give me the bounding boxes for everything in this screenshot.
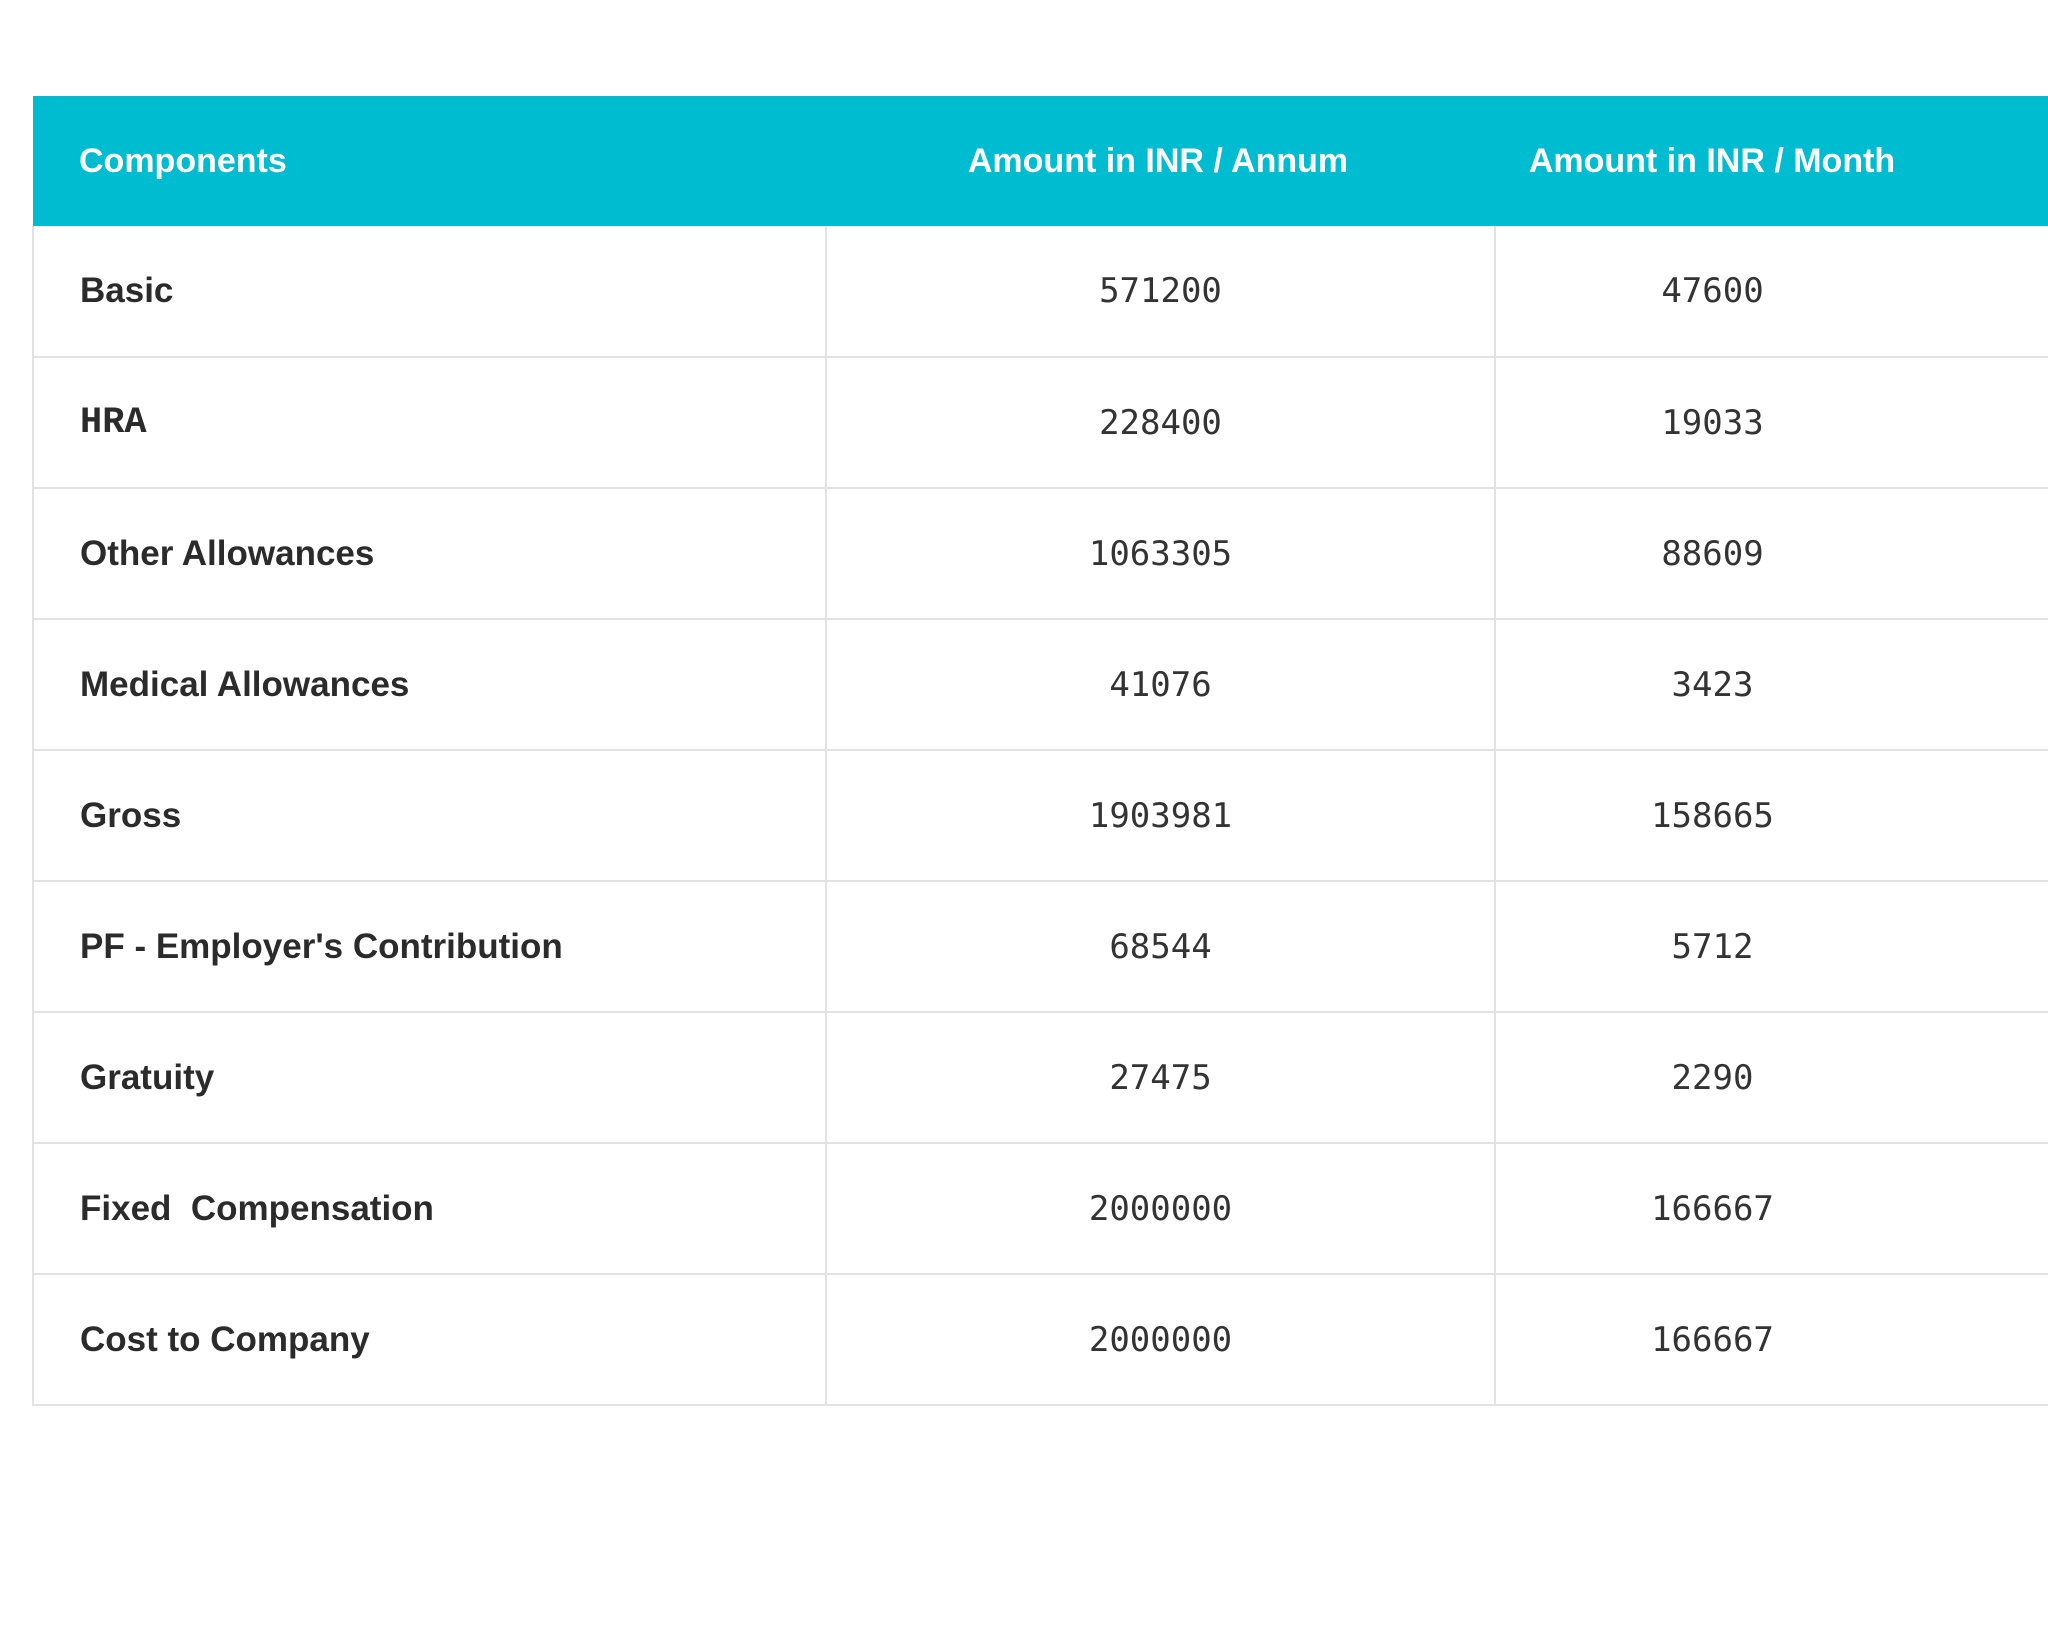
row-annum-value: 2000000 xyxy=(826,1143,1495,1274)
table-row xyxy=(33,1012,2048,1143)
row-component-gratuity: Gratuity xyxy=(33,1012,826,1143)
row-component-basic: Basic xyxy=(33,226,826,357)
row-component-other-allowances: Other Allowances xyxy=(33,488,826,619)
row-month-value: 2290 xyxy=(1495,1012,2048,1143)
row-annum-value: 228400 xyxy=(826,357,1495,488)
row-month-value: 88609 xyxy=(1495,488,2048,619)
row-annum-value: 1063305 xyxy=(826,488,1495,619)
row-component-pf-employer: PF - Employer's Contribution xyxy=(33,881,826,1012)
table-row xyxy=(33,881,2048,1012)
row-month-value: 47600 xyxy=(1495,226,2048,357)
row-annum-value: 571200 xyxy=(826,226,1495,357)
table-row xyxy=(33,619,2048,750)
table-row xyxy=(33,226,2048,357)
table-row xyxy=(33,1274,2048,1405)
header-row xyxy=(33,96,2048,226)
table-body xyxy=(33,226,2048,1405)
row-component-hra: HRA xyxy=(33,357,826,488)
row-annum-value: 1903981 xyxy=(826,750,1495,881)
row-annum-value: 68544 xyxy=(826,881,1495,1012)
row-month-value: 158665 xyxy=(1495,750,2048,881)
row-month-value: 166667 xyxy=(1495,1143,2048,1274)
row-annum-value: 41076 xyxy=(826,619,1495,750)
row-annum-value: 2000000 xyxy=(826,1274,1495,1405)
row-component-fixed-compensation: Fixed Compensation xyxy=(33,1143,826,1274)
row-component-cost-to-company: Cost to Company xyxy=(33,1274,826,1405)
header-amount-annum: Amount in INR / Annum xyxy=(967,141,1349,180)
row-month-value: 166667 xyxy=(1495,1274,2048,1405)
row-component-medical-allowances: Medical Allowances xyxy=(33,619,826,750)
row-component-gross: Gross xyxy=(33,750,826,881)
table-row xyxy=(33,488,2048,619)
table-row xyxy=(33,1143,2048,1274)
salary-components-table xyxy=(32,96,2048,1406)
table-row xyxy=(33,357,2048,488)
table-header xyxy=(33,96,2048,226)
table-row xyxy=(33,750,2048,881)
header-components: Components xyxy=(79,141,287,180)
header-amount-month: Amount in INR / Month xyxy=(1528,141,1896,180)
row-month-value: 5712 xyxy=(1495,881,2048,1012)
row-annum-value: 27475 xyxy=(826,1012,1495,1143)
row-month-value: 19033 xyxy=(1495,357,2048,488)
row-month-value: 3423 xyxy=(1495,619,2048,750)
